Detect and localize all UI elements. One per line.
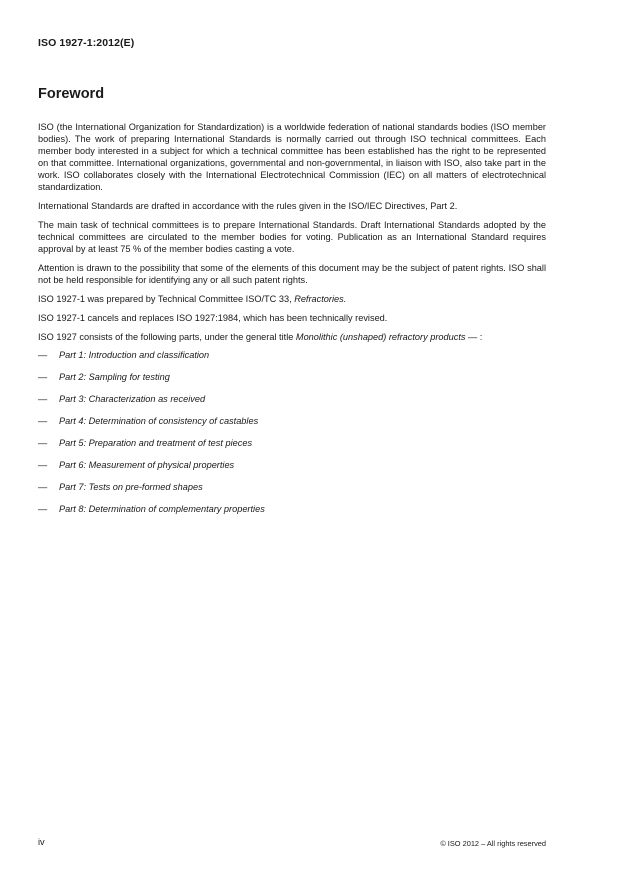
parts-intro-suffix: — : <box>465 331 483 342</box>
prepared-by-text: ISO 1927-1 was prepared by Technical Committee ISO/TC 33, <box>38 293 295 304</box>
foreword-body <box>38 122 546 526</box>
copyright-notice: © ISO 2012 – All rights reserved <box>440 839 546 848</box>
committee-name: Refractories. <box>294 293 347 304</box>
list-item <box>38 350 546 372</box>
page-number: iv <box>38 837 45 847</box>
part-title: Part 2: Sampling for testing <box>59 371 170 382</box>
paragraph-drafting-rules: International Standards are drafted in accordance with the rules given in the ISO/IEC Directives, Part 2. <box>38 200 458 211</box>
list-item <box>38 394 546 416</box>
part-title: Part 3: Characterization as received <box>59 393 206 404</box>
list-dash: — <box>38 481 48 492</box>
part-title: Part 4: Determination of consistency of castables <box>59 415 259 426</box>
general-title: Monolithic (unshaped) refractory products <box>295 331 466 342</box>
list-item <box>38 460 546 482</box>
paragraph-committee-tasks: The main task of technical committees is to prepare International Standards. Draft International Standards adopted by the technical committees are circulated to the member bodies for voting. Publication as an International Standard requires approval by at least 75 % of the member bodies casting a vote. <box>38 219 546 254</box>
part-title: Part 1: Introduction and classification <box>59 349 210 360</box>
page-title: Foreword <box>38 86 105 102</box>
document-code: ISO 1927-1:2012(E) <box>38 37 135 49</box>
list-item <box>38 438 546 460</box>
parts-intro-text: ISO 1927 consists of the following parts, under the general title <box>38 331 296 342</box>
parts-list <box>38 350 546 526</box>
paragraph-cancels: ISO 1927-1 cancels and replaces ISO 1927:1984, which has been technically revised. <box>38 312 388 323</box>
paragraph-parts-intro <box>38 332 546 344</box>
list-dash: — <box>38 437 48 448</box>
list-item <box>38 482 546 504</box>
paragraph-patent-rights: Attention is drawn to the possibility that some of the elements of this document may be the subject of patent rights. ISO shall not be held responsible for identifying any or all such patent rights. <box>38 262 546 285</box>
part-title: Part 7: Tests on pre-formed shapes <box>59 481 203 492</box>
list-dash: — <box>38 371 48 382</box>
paragraph-prepared-by <box>38 294 546 306</box>
list-item <box>38 504 546 526</box>
list-item <box>38 372 546 394</box>
part-title: Part 8: Determination of complementary properties <box>59 503 265 514</box>
list-dash: — <box>38 415 48 426</box>
list-dash: — <box>38 503 48 514</box>
list-dash: — <box>38 459 48 470</box>
list-dash: — <box>38 349 48 360</box>
part-title: Part 5: Preparation and treatment of test pieces <box>59 437 253 448</box>
part-title: Part 6: Measurement of physical properties <box>59 459 235 470</box>
list-item <box>38 416 546 438</box>
paragraph-iso-federation: ISO (the International Organization for Standardization) is a worldwide federation of national standards bodies (ISO member bodies). The work of preparing International Standards is normally carried out through ISO technical committees. Each member body interested in a subject for which a technical committee has been established has the right to be represented on that committee. International organizations, governmental and non-governmental, in liaison with ISO, also take part in the work. ISO collaborates closely with the International Electrotechnical Commission (IEC) on all matters of electrotechnical standardization. <box>38 122 546 192</box>
list-dash: — <box>38 393 48 404</box>
